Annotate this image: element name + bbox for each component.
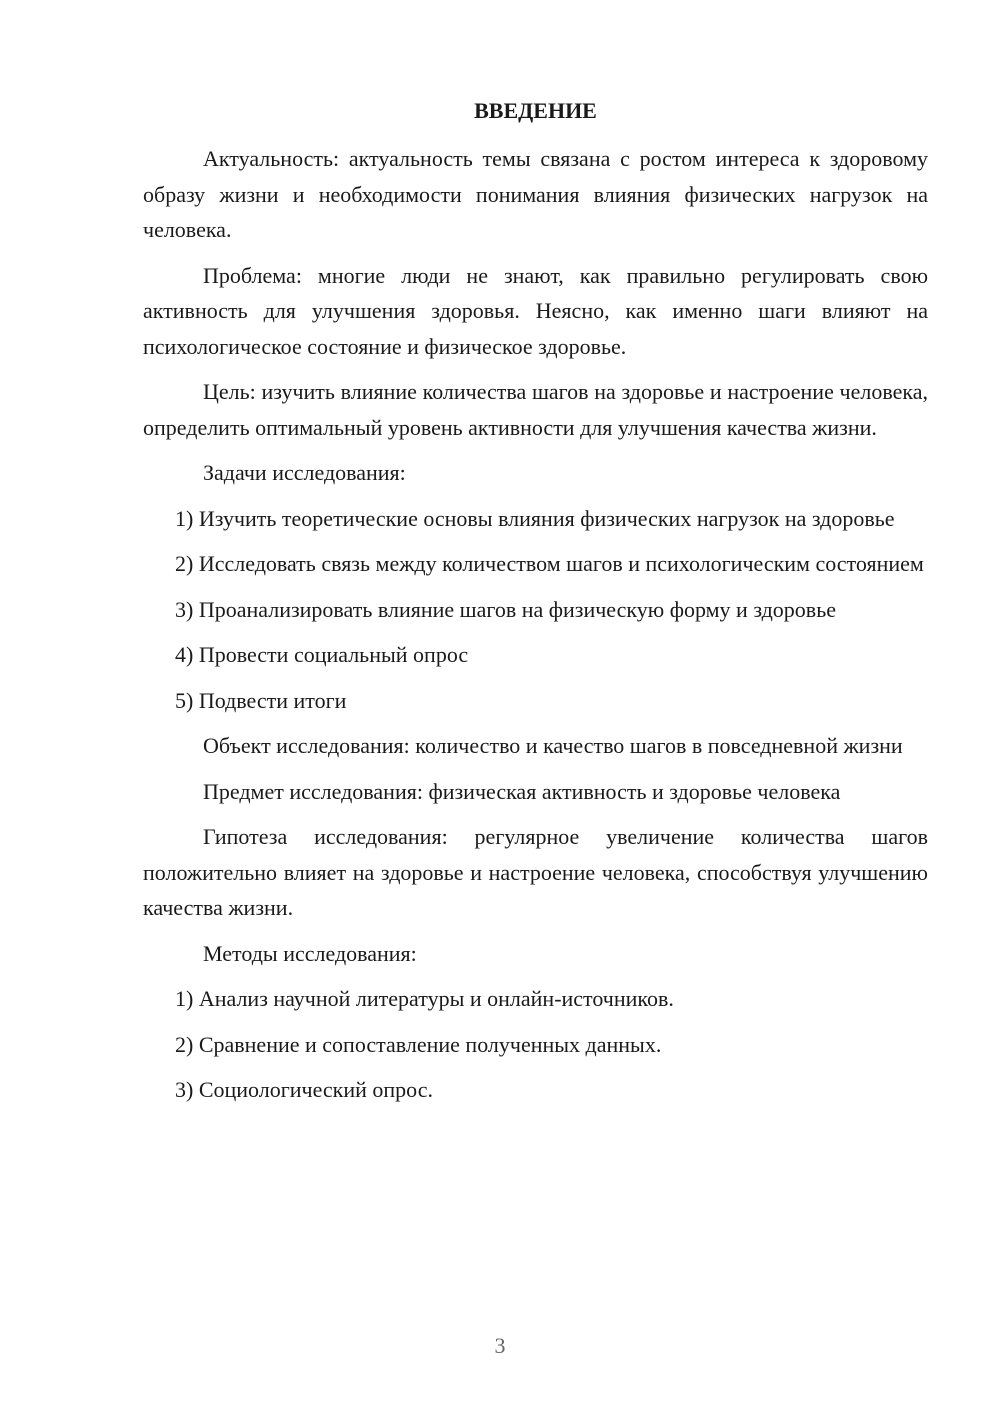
object-paragraph: Объект исследования: количество и качество шагов в повседневной жизни	[203, 733, 903, 758]
method-item-2: 2) Сравнение и сопоставление полученных данных.	[175, 1031, 662, 1057]
subject-paragraph: Предмет исследования: физическая активность и здоровье человека	[203, 778, 841, 804]
methods-heading: Методы исследования:	[203, 940, 417, 966]
task-item-3: 3) Проанализировать влияние шагов на физическую форму и здоровье	[175, 596, 836, 622]
goal-paragraph: Цель: изучить влияние количества шагов на здоровье и настроение человека, определить оптимальный уровень активности для улучшения качества жизни.	[143, 379, 928, 440]
section-title: ВВЕДЕНИЕ	[474, 98, 597, 123]
hypothesis-paragraph: Гипотеза исследования: регулярное увеличение количества шагов положительно влияет на здоровье и настроение человека, способствуя улучшению качества жизни.	[143, 824, 928, 920]
tasks-heading: Задачи исследования:	[203, 460, 406, 485]
relevance-paragraph: Актуальность: актуальность темы связана с ростом интереса к здоровому образу жизни и необходимости понимания влияния физических нагрузок на человека.	[143, 146, 928, 242]
task-item-2: 2) Исследовать связь между количеством шагов и психологическим состоянием	[175, 551, 924, 576]
task-item-5: 5) Подвести итоги	[175, 687, 347, 713]
problem-paragraph: Проблема: многие люди не знают, как правильно регулировать свою активность для улучшения здоровья. Неясно, как именно шаги влияют на психологическое состояние и физическое здоровье.	[143, 262, 928, 359]
document-page	[143, 96, 928, 1118]
task-item-4: 4) Провести социальный опрос	[175, 642, 469, 667]
method-item-1: 1) Анализ научной литературы и онлайн-источников.	[175, 986, 674, 1011]
method-item-3: 3) Социологический опрос.	[175, 1077, 433, 1102]
task-item-1: 1) Изучить теоретические основы влияния физических нагрузок на здоровье	[175, 505, 895, 531]
page-number: 3	[494, 1333, 506, 1358]
